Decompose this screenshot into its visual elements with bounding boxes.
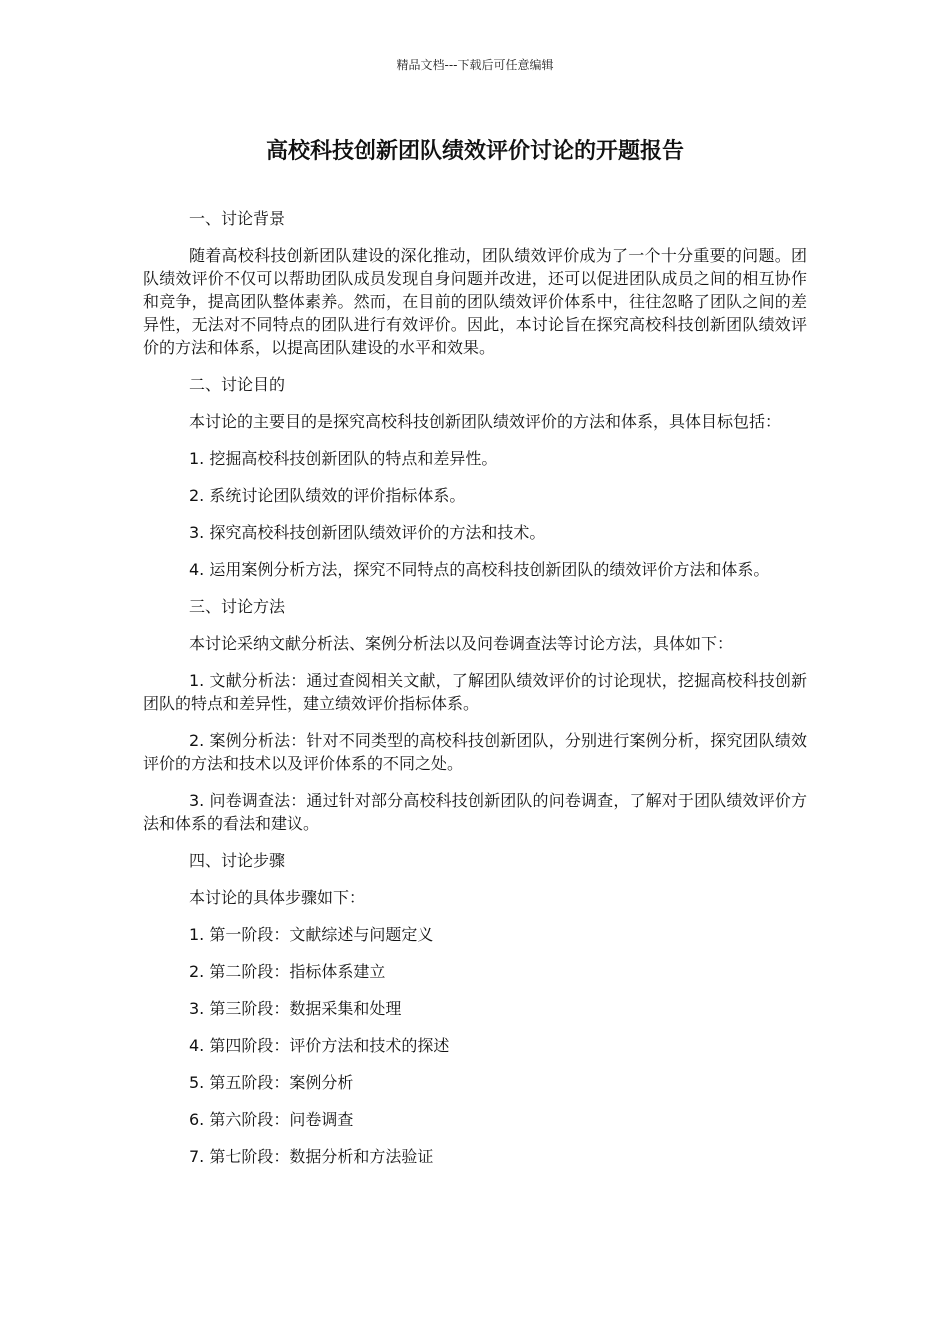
document-title: 高校科技创新团队绩效评价讨论的开题报告 [265, 139, 684, 164]
section-heading-method: 三、讨论方法 [189, 597, 286, 616]
paragraph-purpose-intro: 本讨论的主要目的是探究高校科技创新团队绩效评价的方法和体系，具体目标包括： [189, 412, 782, 431]
list-item: 6. 第六阶段：问卷调查 [189, 1110, 354, 1129]
list-item: 3. 问卷调查法：通过针对部分高校科技创新团队的问卷调查，了解对于团队绩效评价方法和体系的看法和建议。 [143, 791, 807, 833]
paragraph-steps-intro: 本讨论的具体步骤如下： [189, 888, 366, 907]
list-item: 3. 第三阶段：数据采集和处理 [189, 999, 402, 1018]
list-item: 2. 第二阶段：指标体系建立 [189, 962, 386, 981]
list-item: 1. 文献分析法：通过查阅相关文献，了解团队绩效评价的讨论现状，挖掘高校科技创新团队的特点和差异性，建立绩效评价指标体系。 [143, 671, 807, 713]
list-item: 2. 案例分析法：针对不同类型的高校科技创新团队，分别进行案例分析，探究团队绩效评价的方法和技术以及评价体系的不同之处。 [143, 731, 807, 773]
document-body [143, 207, 807, 1182]
list-item: 5. 第五阶段：案例分析 [189, 1073, 354, 1092]
list-item: 1. 挖掘高校科技创新团队的特点和差异性。 [189, 449, 498, 468]
list-item: 2. 系统讨论团队绩效的评价指标体系。 [189, 486, 466, 505]
list-item: 7. 第七阶段：数据分析和方法验证 [189, 1147, 434, 1166]
list-item: 4. 第四阶段：评价方法和技术的探述 [189, 1036, 450, 1055]
list-item: 4. 运用案例分析方法，探究不同特点的高校科技创新团队的绩效评价方法和体系。 [189, 560, 770, 579]
paragraph-background: 随着高校科技创新团队建设的深化推动，团队绩效评价成为了一个十分重要的问题。团队绩效评价不仅可以帮助团队成员发现自身问题并改进，还可以促进团队成员之间的相互协作和竞争，提高团队整体素养。然而，在目前的团队绩效评价体系中，往往忽略了团队之间的差异性，无法对不同特点的团队进行有效评价。因此，本讨论旨在探究高校科技创新团队绩效评价的方法和体系，以提高团队建设的水平和效果。 [143, 246, 807, 357]
section-heading-background: 一、讨论背景 [189, 209, 286, 228]
list-item: 1. 第一阶段：文献综述与问题定义 [189, 925, 434, 944]
section-heading-purpose: 二、讨论目的 [189, 375, 286, 394]
page-header: 精品文档---下载后可任意编辑 [396, 58, 554, 72]
paragraph-method-intro: 本讨论采纳文献分析法、案例分析法以及问卷调查法等讨论方法，具体如下： [189, 634, 734, 653]
list-item: 3. 探究高校科技创新团队绩效评价的方法和技术。 [189, 523, 546, 542]
section-heading-steps: 四、讨论步骤 [189, 851, 286, 870]
